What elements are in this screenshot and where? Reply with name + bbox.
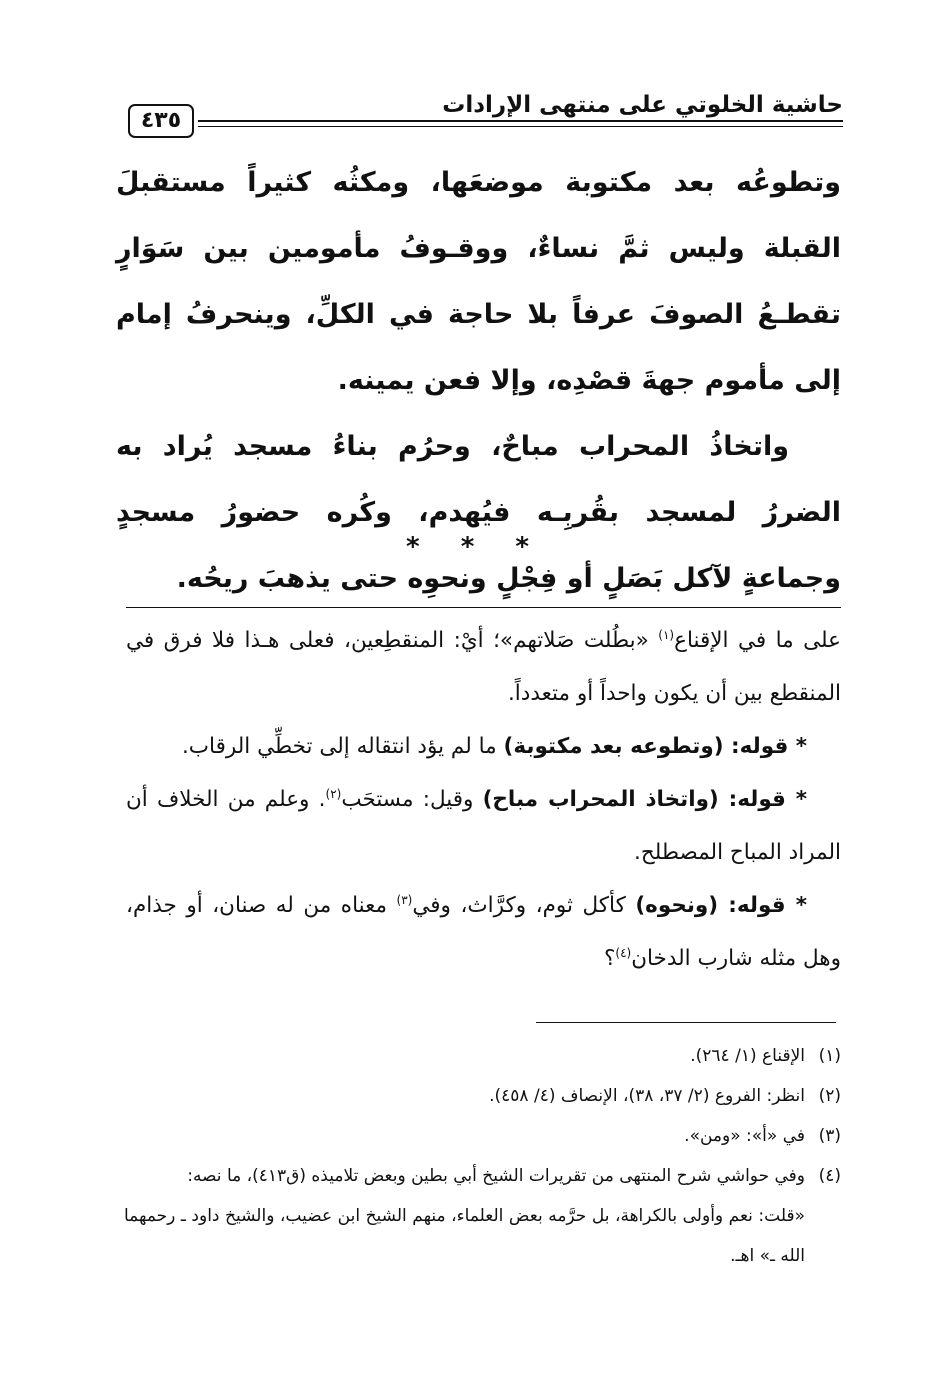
footnote — [124, 1076, 841, 1116]
commentary-label: * قوله: (واتخاذ المحراب مباح) — [482, 787, 807, 812]
main-paragraph: واتخاذُ المحراب مباحٌ، وحرُم بناءُ مسجد يُراد به الضررُ لمسجد بقُربِـه فيُهدم، وكُره حضورُ مسجدٍ وجماعةٍ لآكل بَصَلٍ أو فِجْلٍ ونحوِه حتى يذهبَ ريحُه. — [116, 431, 841, 594]
header-rule-thin — [198, 126, 843, 127]
footnote-continuation: «قلت: نعم وأولى بالكراهة، بل حرَّمه بعض العلماء، منهم الشيخ ابن عضيب، والشيخ داود ـ رحمهما الله ـ» اهـ. — [124, 1206, 805, 1266]
header-rule — [198, 120, 843, 122]
commentary-text: . وعلم من الخلاف أن المراد المباح المصطلح. — [126, 787, 841, 865]
running-title: حاشية الخلوتي على منتهى الإرادات — [442, 92, 843, 118]
commentary-divider — [126, 607, 841, 608]
commentary-text: وقيل: مستحَب — [341, 787, 483, 812]
footnote-number: (٢) — [818, 1086, 841, 1106]
footnote — [124, 1156, 841, 1196]
footnote-text: الإقناع (١/ ٢٦٤). — [690, 1046, 805, 1066]
footnote-text: انظر: الفروع (٢/ ٣٧، ٣٨)، الإنصاف (٤/ ٤٥٨). — [489, 1086, 805, 1106]
page-number: ٤٣٥ — [128, 104, 194, 138]
footnote-ref: (٤) — [615, 945, 632, 960]
commentary-label: * قوله: (ونحوه) — [635, 893, 807, 918]
commentary-text: ؟ — [603, 946, 616, 971]
commentary-text: معناه من له صنان، أو جذام، وهل مثله شارب الدخان — [126, 893, 841, 971]
footnote-text: في «أ»: «ومن». — [684, 1126, 805, 1146]
commentary-paragraph — [126, 879, 841, 985]
commentary-paragraph — [126, 614, 841, 720]
footnote — [124, 1116, 841, 1156]
footnote — [124, 1036, 841, 1076]
footnotes — [124, 1036, 841, 1276]
footnote-ref: (٢) — [325, 786, 342, 801]
commentary-paragraph — [126, 720, 841, 773]
commentary-text: ما لم يؤد انتقاله إلى تخطِّي الرقاب. — [181, 734, 504, 759]
commentary-text: كأكل ثوم، وكرَّاث، وفي — [412, 893, 636, 918]
commentary-text: على ما في الإقناع — [674, 628, 841, 653]
commentary-label: * قوله: (وتطوعه بعد مكتوبة) — [503, 734, 807, 759]
footnote-number: (١) — [818, 1046, 841, 1066]
footnote-ref: (١) — [658, 627, 675, 642]
footnote-number: (٤) — [818, 1166, 841, 1186]
footnotes-rule — [536, 1022, 836, 1023]
footnote-text: وفي حواشي شرح المنتهى من تقريرات الشيخ أبي بطين وبعض تلاميذه (ق٤١٣)، ما نصه: — [187, 1166, 805, 1186]
section-separator: * * * — [406, 532, 545, 562]
commentary — [126, 614, 841, 985]
footnote-number: (٣) — [818, 1126, 841, 1146]
main-paragraph: وتطوعُه بعد مكتوبة موضعَها، ومكثُه كثيراً مستقبلَ القبلة وليس ثمَّ نساءٌ، ووقـوفُ مأمومين بين سَوَارٍ تقطـعُ الصوفَ عرفاً بلا حاجة في الكلِّ، وينحرفُ إمام إلى مأموم جهةَ قصْدِه، وإلا فعن يمينه. — [116, 167, 841, 396]
commentary-text: «بطُلت صَلاتهم»؛ أيْ: المنقطِعين، فعلى هـذا فلا فرق في المنقطع بين أن يكون واحداً أو متعدداً. — [126, 628, 841, 706]
footnote-ref: (٣) — [396, 892, 413, 907]
commentary-paragraph — [126, 773, 841, 879]
